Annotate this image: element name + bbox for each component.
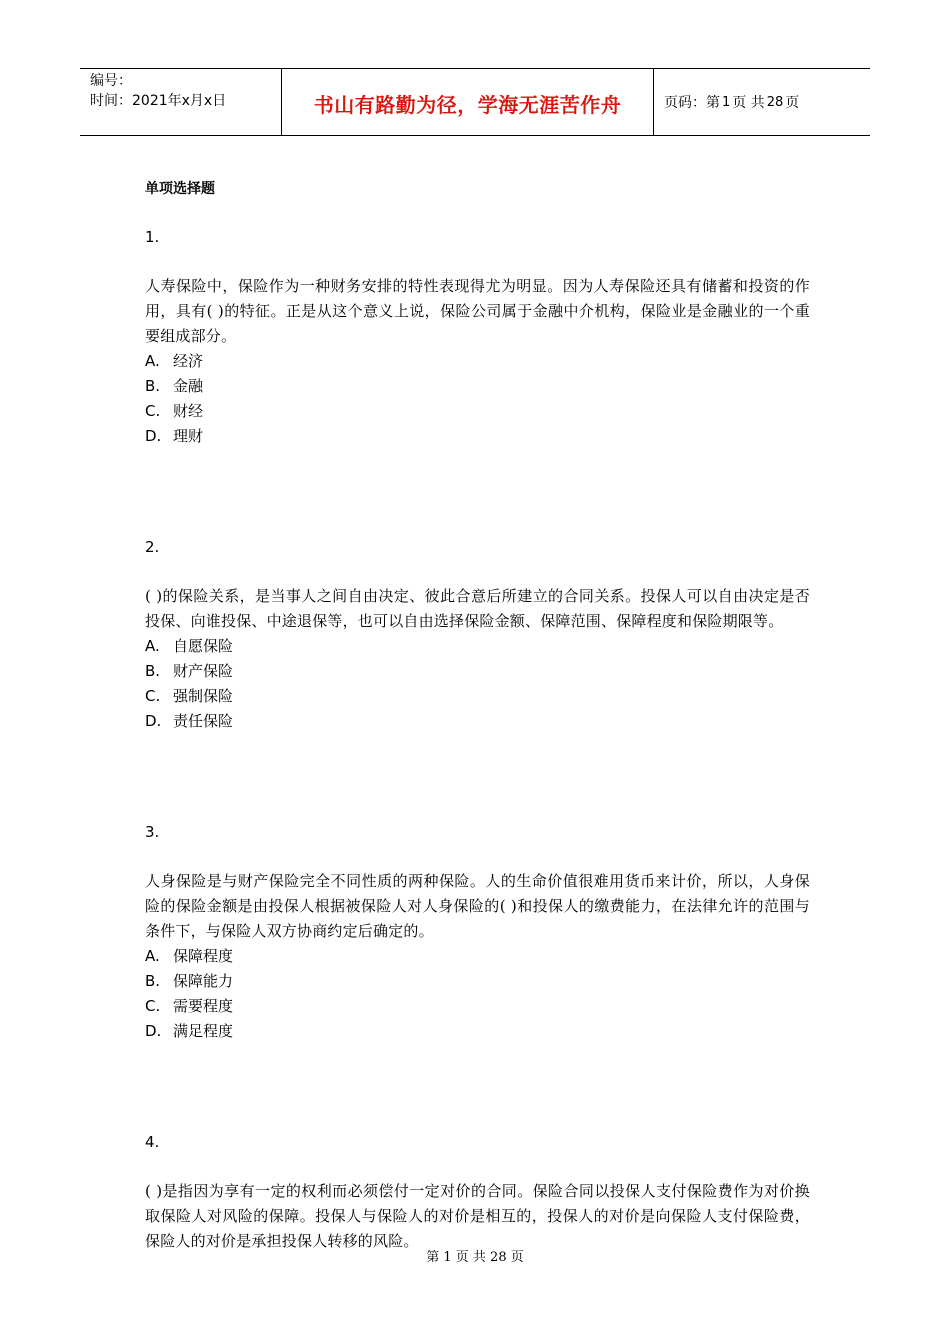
question-text: 人身保险是与财产保险完全不同性质的两种保险。人的生命价值很难用货币来计价，所以，人身保险的保险金额是由投保人根据被保险人对人身保险的( )和投保人的缴费能力，在法律允许的范围与条件下，与保险人双方协商约定后确定的。 (145, 872, 810, 940)
option-c (145, 994, 810, 1019)
option-a (145, 349, 810, 374)
header-info-cell (80, 69, 282, 135)
header-page-suffix: 页 (785, 95, 800, 111)
option-c (145, 399, 810, 424)
header-page-middle: 页 共 (732, 95, 765, 111)
option-text: 经济 (173, 352, 204, 370)
question-number: 1. (145, 228, 160, 246)
document-body (145, 176, 810, 1254)
option-text: 财经 (173, 402, 204, 420)
option-b (145, 374, 810, 399)
page-header (80, 68, 870, 136)
option-text: 强制保险 (173, 687, 234, 705)
option-letter: D. (145, 1022, 162, 1040)
option-letter: D. (145, 712, 162, 730)
option-letter: B. (145, 972, 161, 990)
option-c (145, 684, 810, 709)
question-3 (145, 821, 810, 1044)
question-4 (145, 1131, 810, 1254)
page-footer: 第 1 页 共 28 页 (426, 1250, 524, 1265)
header-id-label: 编号： (90, 73, 132, 89)
question-spacer (145, 449, 810, 512)
option-letter: B. (145, 377, 161, 395)
option-b (145, 659, 810, 684)
header-time-label: 时间：2021年x月x日 (90, 93, 227, 109)
option-text: 保障程度 (173, 947, 234, 965)
option-text: 财产保险 (173, 662, 234, 680)
header-page-current: 1 (722, 94, 731, 110)
option-letter: B. (145, 662, 161, 680)
option-text: 需要程度 (173, 997, 234, 1015)
option-d (145, 424, 810, 449)
option-letter: C. (145, 687, 161, 705)
option-letter: A. (145, 352, 160, 370)
header-motto-cell (282, 69, 654, 135)
header-page-total: 28 (766, 94, 784, 110)
option-letter: C. (145, 402, 161, 420)
option-a (145, 944, 810, 969)
question-spacer (145, 734, 810, 797)
option-letter: A. (145, 947, 160, 965)
question-number: 3. (145, 823, 160, 841)
option-list (145, 349, 810, 449)
option-text: 责任保险 (173, 712, 234, 730)
question-2 (145, 536, 810, 734)
question-1 (145, 226, 810, 449)
option-list (145, 944, 810, 1044)
option-text: 理财 (173, 427, 204, 445)
header-page-cell (654, 69, 870, 135)
option-letter: A. (145, 637, 160, 655)
option-b (145, 969, 810, 994)
question-spacer (145, 1044, 810, 1107)
option-text: 满足程度 (173, 1022, 234, 1040)
option-text: 保障能力 (173, 972, 234, 990)
option-text: 自愿保险 (173, 637, 234, 655)
header-motto: 书山有路勤为径，学海无涯苦作舟 (313, 92, 622, 117)
question-text: ( )是指因为享有一定的权利而必须偿付一定对价的合同。保险合同以投保人支付保险费作为对价换取保险人对风险的保障。投保人与保险人的对价是相互的，投保人的对价是向保险人支付保险费，保险人的对价是承担投保人转移的风险。 (145, 1182, 810, 1250)
header-page-prefix: 页码：第 (664, 95, 720, 111)
option-letter: D. (145, 427, 162, 445)
option-text: 金融 (173, 377, 204, 395)
question-number: 4. (145, 1133, 160, 1151)
question-text: ( )的保险关系，是当事人之间自由决定、彼此合意后所建立的合同关系。投保人可以自由决定是否投保、向谁投保、中途退保等，也可以自由选择保险金额、保障范围、保障程度和保险期限等。 (145, 587, 810, 630)
option-d (145, 1019, 810, 1044)
option-letter: C. (145, 997, 161, 1015)
option-d (145, 709, 810, 734)
question-text: 人寿保险中，保险作为一种财务安排的特性表现得尤为明显。因为人寿保险还具有储蓄和投资的作用，具有( )的特征。正是从这个意义上说，保险公司属于金融中介机构，保险业是金融业的一个重要组成部分。 (145, 277, 810, 345)
option-a (145, 634, 810, 659)
option-list (145, 634, 810, 734)
question-number: 2. (145, 538, 160, 556)
section-title: 单项选择题 (145, 181, 215, 197)
